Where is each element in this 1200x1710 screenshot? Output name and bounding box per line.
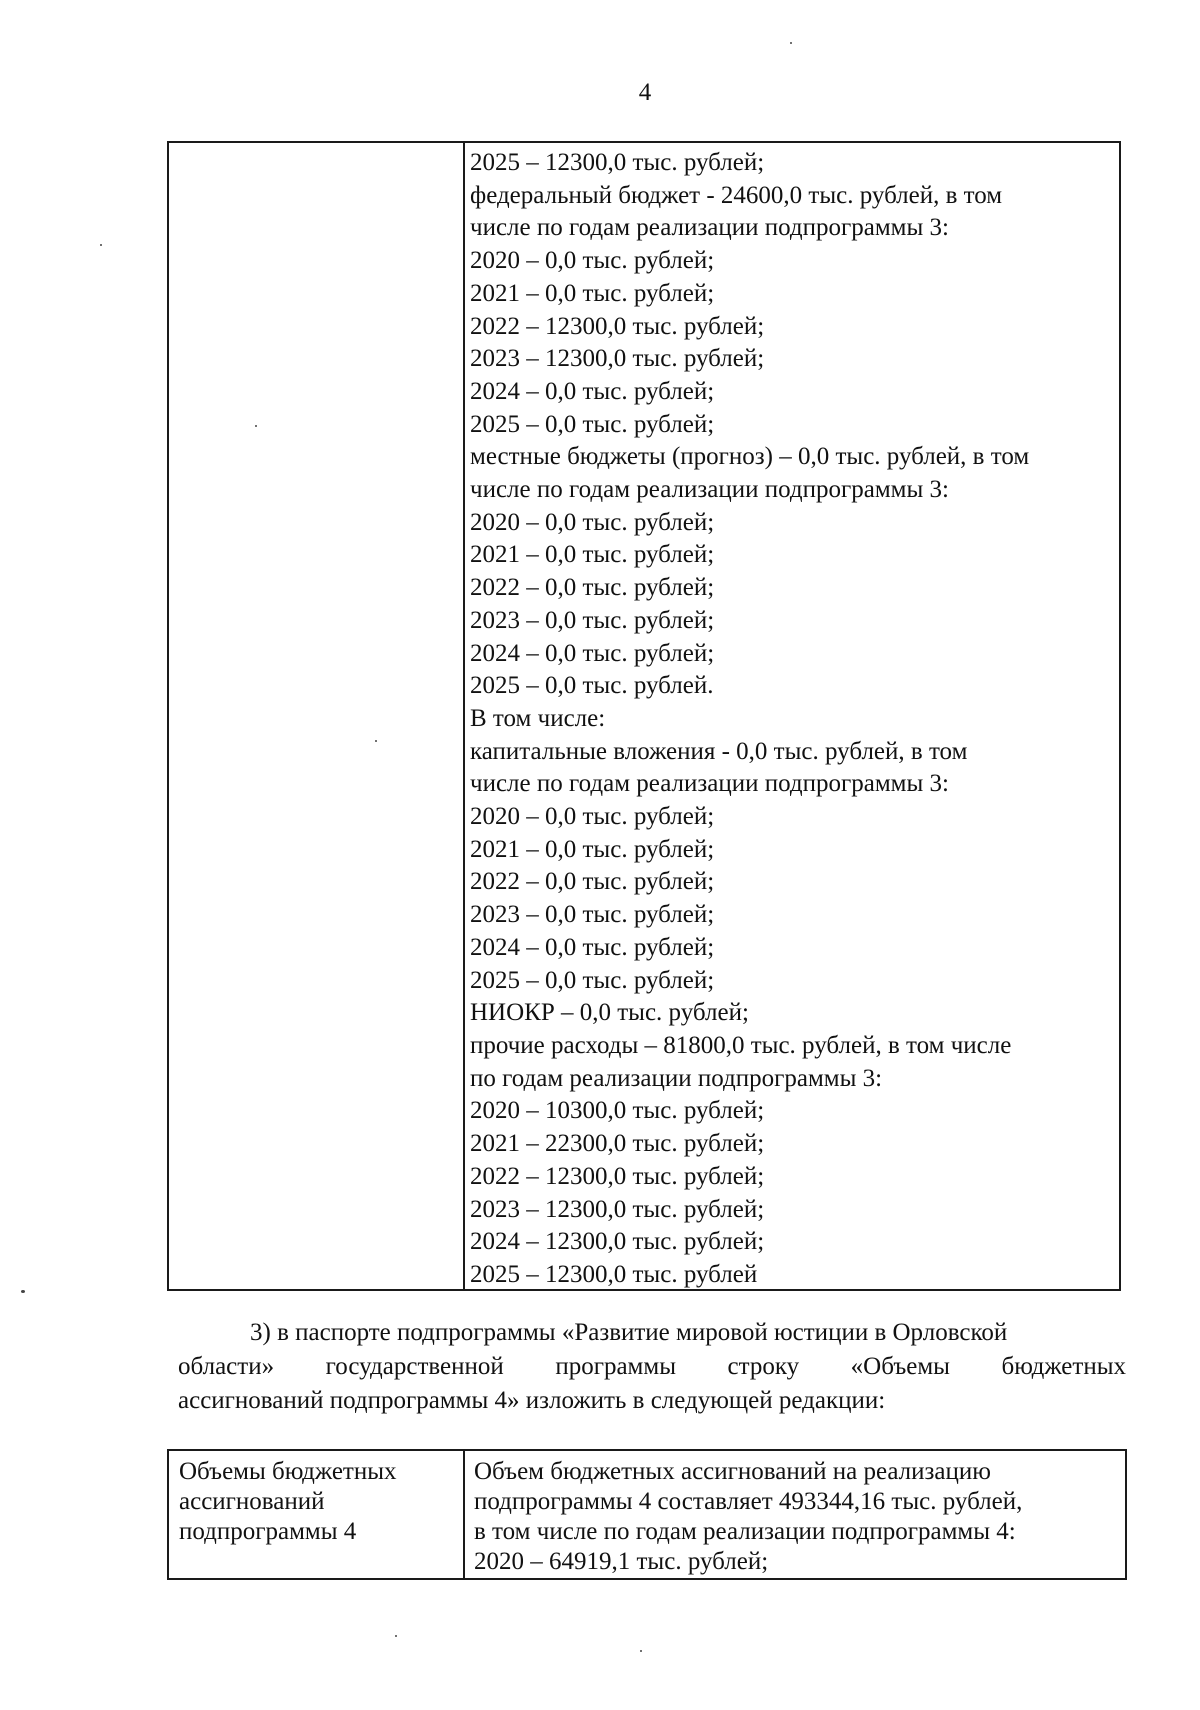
table-line: подпрограммы 4 составляет 493344,16 тыс. рублей, [474, 1488, 1023, 1515]
table-line: 2023 – 0,0 тыс. рублей; [470, 606, 715, 634]
table-line: 2022 – 0,0 тыс. рублей; [470, 574, 715, 602]
page-number: 4 [638, 79, 652, 106]
table-line: капитальные вложения - 0,0 тыс. рублей, в том [470, 737, 968, 765]
table-line: 2021 – 0,0 тыс. рублей; [470, 279, 715, 307]
scan-speck [100, 244, 102, 246]
scan-speck [21, 1290, 25, 1293]
table-line: 2021 – 0,0 тыс. рублей; [470, 835, 715, 863]
table-line: 2020 – 64919,1 тыс. рублей; [474, 1548, 769, 1575]
table-left-cell [179, 1457, 459, 1547]
table-line: НИОКР – 0,0 тыс. рублей; [470, 999, 749, 1027]
paragraph-line: области» государственной программы строку «Объемы бюджетных [178, 1353, 1126, 1380]
table-line: 2024 – 0,0 тыс. рублей; [470, 933, 715, 961]
table-line: в том числе по годам реализации подпрограммы 4: [474, 1518, 1016, 1545]
table-line: подпрограммы 4 [179, 1518, 357, 1545]
funding-table-subprogram-4 [167, 1449, 1127, 1580]
table-line: Объем бюджетных ассигнований на реализацию [474, 1458, 991, 1485]
table-line: 2022 – 12300,0 тыс. рублей; [470, 312, 765, 340]
scan-speck [790, 42, 792, 44]
table-line: 2022 – 12300,0 тыс. рублей; [470, 1162, 765, 1190]
table-line: числе по годам реализации подпрограммы 3: [470, 770, 949, 798]
table-line: 2022 – 0,0 тыс. рублей; [470, 868, 715, 896]
table-line: 2025 – 0,0 тыс. рублей. [470, 672, 714, 700]
table-line: Объемы бюджетных [179, 1458, 397, 1485]
scan-speck [640, 1650, 642, 1652]
table-line: 2025 – 0,0 тыс. рублей; [470, 966, 715, 994]
paragraph-line: 3) в паспорте подпрограммы «Развитие мировой юстиции в Орловской [250, 1319, 1008, 1346]
column-divider [463, 143, 465, 1289]
table-line: ассигнований [179, 1488, 325, 1515]
funding-table-subprogram-3 [167, 141, 1121, 1291]
table-line: местные бюджеты (прогноз) – 0,0 тыс. рублей, в том [470, 443, 1030, 471]
table-line: 2025 – 12300,0 тыс. рублей [470, 1260, 758, 1288]
column-divider [463, 1451, 465, 1578]
scan-speck [255, 425, 257, 427]
table-line: 2021 – 0,0 тыс. рублей; [470, 541, 715, 569]
table-line: 2020 – 0,0 тыс. рублей; [470, 247, 715, 275]
amendment-paragraph [178, 1316, 1126, 1418]
table-right-cell [474, 1457, 1121, 1577]
table-line: 2024 – 12300,0 тыс. рублей; [470, 1228, 765, 1256]
table-line: 2021 – 22300,0 тыс. рублей; [470, 1130, 765, 1158]
table-right-cell [470, 147, 1115, 1292]
table-line: 2020 – 0,0 тыс. рублей; [470, 508, 715, 536]
table-line: 2025 – 12300,0 тыс. рублей; [470, 149, 765, 176]
table-line: 2023 – 12300,0 тыс. рублей; [470, 345, 765, 373]
table-line: 2025 – 0,0 тыс. рублей; [470, 410, 715, 438]
scan-speck [375, 740, 377, 742]
table-line: числе по годам реализации подпрограммы 3: [470, 214, 949, 242]
table-line: 2020 – 0,0 тыс. рублей; [470, 803, 715, 831]
table-line: числе по годам реализации подпрограммы 3: [470, 476, 949, 504]
paragraph-line: ассигнований подпрограммы 4» изложить в следующей редакции: [178, 1387, 886, 1414]
table-line: федеральный бюджет - 24600,0 тыс. рублей, в том [470, 181, 1003, 209]
scan-speck [395, 1635, 397, 1637]
table-line: 2024 – 0,0 тыс. рублей; [470, 639, 715, 667]
table-line: по годам реализации подпрограммы 3: [470, 1064, 883, 1092]
table-line: 2023 – 0,0 тыс. рублей; [470, 901, 715, 929]
table-line: 2023 – 12300,0 тыс. рублей; [470, 1195, 765, 1223]
table-line: 2024 – 0,0 тыс. рублей; [470, 377, 715, 405]
table-line: В том числе: [470, 704, 606, 732]
table-line: прочие расходы – 81800,0 тыс. рублей, в том числе [470, 1031, 1012, 1059]
table-line: 2020 – 10300,0 тыс. рублей; [470, 1097, 765, 1125]
